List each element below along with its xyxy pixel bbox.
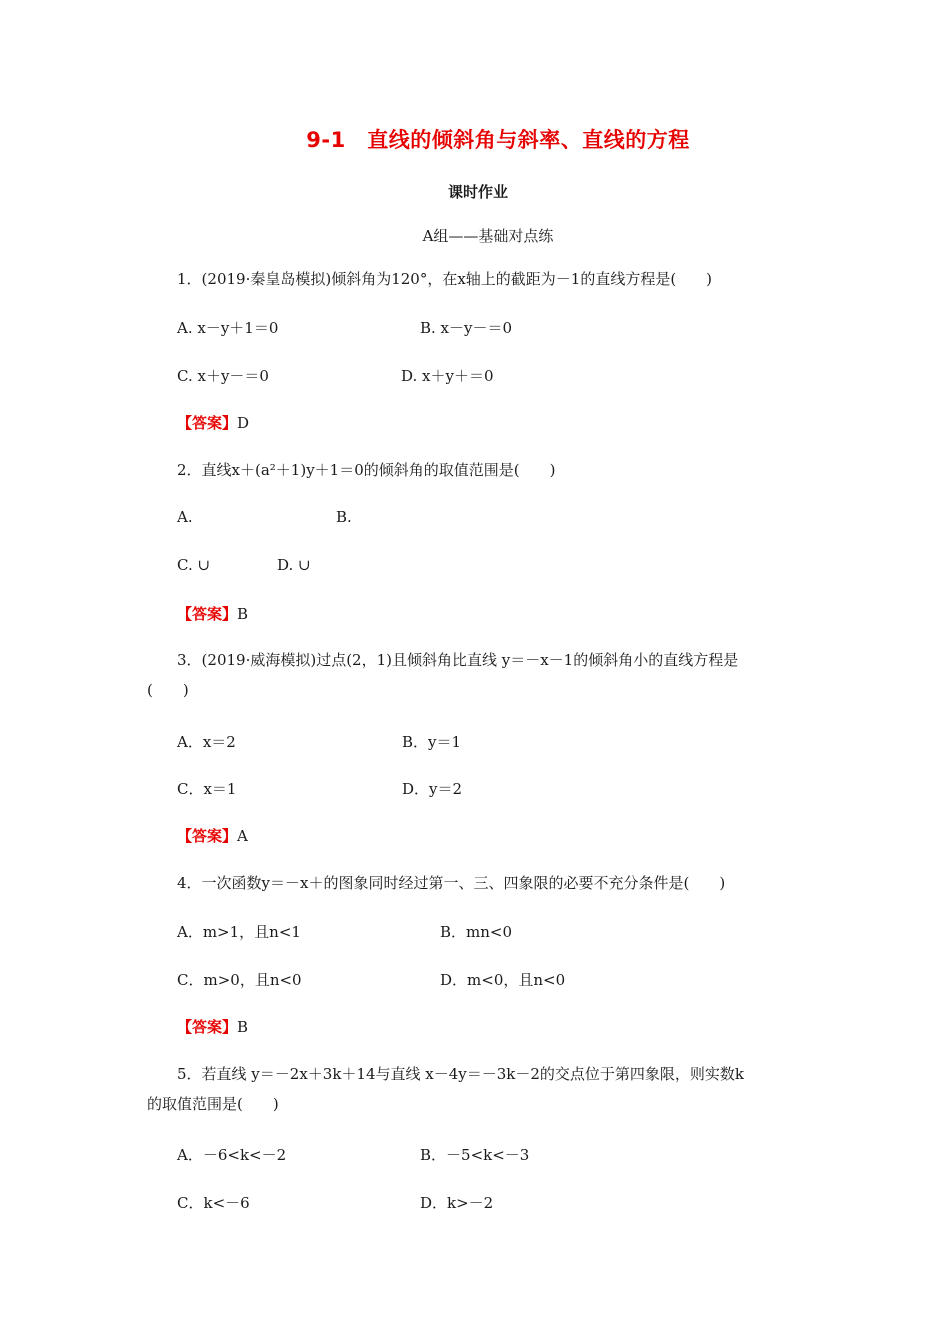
question-5-option-d: D．k>－2 (420, 1194, 494, 1212)
question-4-option-b: B．mn<0 (440, 923, 513, 941)
question-1-option-d: D. x＋y＋＝0 (401, 367, 494, 385)
question-3-answer (177, 825, 248, 846)
question-5-stem: 5．若直线 y＝－2x＋3k＋14与直线 x－4y＝－3k－2的交点位于第四象限，则实数k (177, 1065, 745, 1083)
answer-value: D (237, 414, 250, 432)
question-4-stem: 4．一次函数y＝－x＋的图象同时经过第一、三、四象限的必要不充分条件是( ) (177, 874, 726, 892)
answer-tag: 【答案】 (177, 605, 238, 623)
question-3-option-c: C．x＝1 (177, 780, 237, 798)
page-title: 9-1 直线的倾斜角与斜率、直线的方程 (306, 128, 690, 152)
question-3-option-a: A．x＝2 (177, 733, 236, 751)
question-2-stem: 2．直线x＋(a²＋1)y＋1＝0的倾斜角的取值范围是( ) (177, 461, 556, 479)
answer-tag: 【答案】 (177, 414, 238, 432)
question-2-option-a: A. (177, 508, 193, 526)
question-5-option-b: B．－5<k<－3 (420, 1146, 530, 1164)
question-1-option-c: C. x＋y－＝0 (177, 367, 269, 385)
question-2-option-c: C. ∪ (177, 556, 211, 574)
question-1-stem: 1．(2019·秦皇岛模拟)倾斜角为120°，在x轴上的截距为－1的直线方程是( ) (177, 270, 713, 288)
question-5-option-a: A．－6<k<－2 (177, 1146, 287, 1164)
question-2-option-b: B. (336, 508, 352, 526)
question-4-answer (177, 1016, 248, 1037)
question-3-stem: 3．(2019·威海模拟)过点(2，1)且倾斜角比直线 y＝－x－1的倾斜角小的直线方程是 (177, 651, 739, 669)
question-5-option-c: C．k<－6 (177, 1194, 250, 1212)
question-3-option-d: D．y＝2 (402, 780, 463, 798)
question-4-option-a: A．m>1，且n<1 (177, 923, 301, 941)
question-4-option-c: C．m>0，且n<0 (177, 971, 302, 989)
answer-value: B (237, 605, 249, 623)
question-1-answer (177, 412, 249, 433)
question-3-stem-continued: ( ) (147, 681, 189, 699)
answer-value: B (237, 1018, 249, 1036)
question-2-answer (177, 603, 248, 624)
question-4-option-d: D．m<0，且n<0 (440, 971, 566, 989)
section-subtitle: 课时作业 (447, 183, 508, 201)
question-3-option-b: B．y＝1 (402, 733, 462, 751)
question-5-stem-continued: 的取值范围是( ) (147, 1095, 279, 1113)
question-1-option-a: A. x－y＋1＝0 (177, 319, 279, 337)
question-2-option-d: D. ∪ (277, 556, 311, 574)
group-heading: A组——基础对点练 (422, 227, 554, 245)
question-1-option-b: B. x－y－＝0 (420, 319, 513, 337)
answer-value: A (237, 827, 248, 845)
answer-tag: 【答案】 (177, 1018, 238, 1036)
answer-tag: 【答案】 (177, 827, 238, 845)
